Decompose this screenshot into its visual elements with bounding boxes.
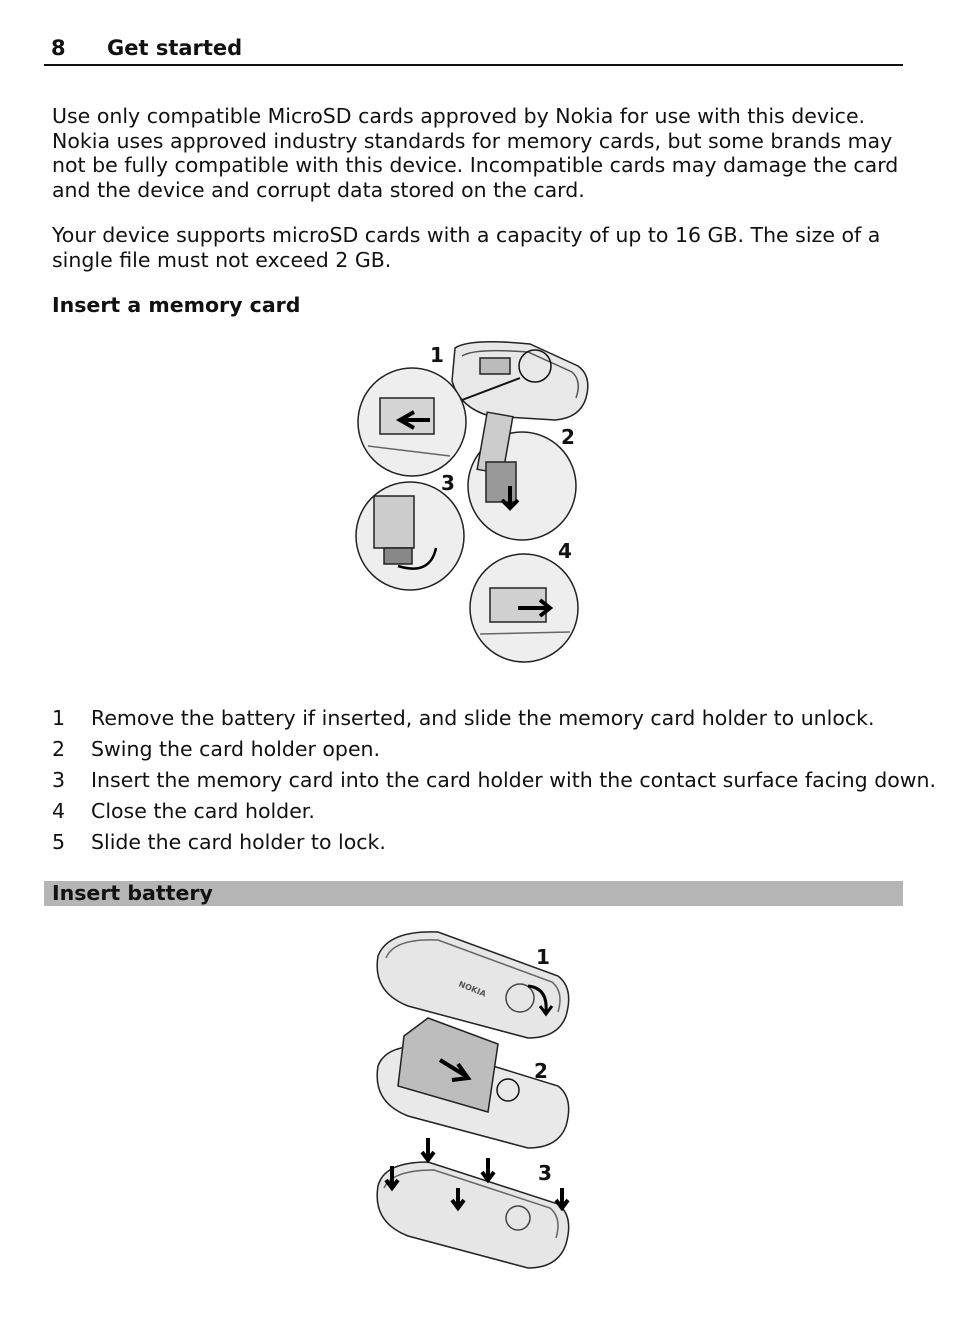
- phone-back-drawing: [452, 342, 588, 420]
- list-item: [52, 829, 912, 860]
- callout-3: 3: [538, 1161, 552, 1185]
- step-3-closeup: [356, 482, 464, 590]
- memory-card-illustration: [350, 336, 600, 666]
- page-number: 8: [51, 36, 66, 60]
- step-number: 4: [52, 799, 66, 823]
- callout-4: 4: [558, 539, 572, 563]
- list-item: [52, 705, 912, 736]
- step-text: Close the card holder.: [91, 799, 315, 823]
- step-number: 5: [52, 830, 66, 854]
- battery-heading: Insert battery: [52, 881, 213, 905]
- step-text: Insert the memory card into the card holder with the contact surface facing down.: [91, 768, 937, 792]
- list-item: [52, 767, 937, 798]
- phone-closing-cover-drawing: [377, 1138, 569, 1268]
- section-title: Get started: [107, 36, 243, 60]
- callout-2: 2: [534, 1059, 548, 1083]
- step-text: Remove the battery if inserted, and slide the memory card holder to unlock.: [91, 706, 875, 730]
- list-item: [52, 798, 912, 829]
- step-4-closeup: [470, 554, 578, 662]
- step-2-closeup: [468, 412, 576, 540]
- battery-section-bar: [44, 881, 903, 906]
- callout-3: 3: [441, 471, 455, 495]
- step-text: Swing the card holder open.: [91, 737, 381, 761]
- step-text: Slide the card holder to lock.: [91, 830, 386, 854]
- callout-2: 2: [561, 425, 575, 449]
- memory-card-heading: Insert a memory card: [52, 293, 301, 317]
- step-number: 2: [52, 737, 66, 761]
- page-header: [44, 34, 903, 66]
- callout-1: 1: [536, 945, 550, 969]
- step-number: 3: [52, 768, 66, 792]
- battery-illustration: [368, 926, 580, 1278]
- nokia-logo-text: NOKIA: [457, 979, 488, 999]
- step-1-closeup: [358, 368, 466, 476]
- callout-1: 1: [430, 343, 444, 367]
- step-number: 1: [52, 706, 66, 730]
- capacity-paragraph: Your device supports microSD cards with a capacity of up to 16 GB. The size of a single file must not exceed 2 GB.: [52, 223, 881, 272]
- list-item: [52, 736, 912, 767]
- memory-card-steps: [52, 705, 937, 860]
- compatibility-paragraph: Use only compatible MicroSD cards approved by Nokia for use with this device. Nokia uses approved industry standards for memory cards, but some brands may not be fully compatible with this device. Incompatible cards may damage the card and the device and corrupt data stored on the card.: [52, 104, 899, 202]
